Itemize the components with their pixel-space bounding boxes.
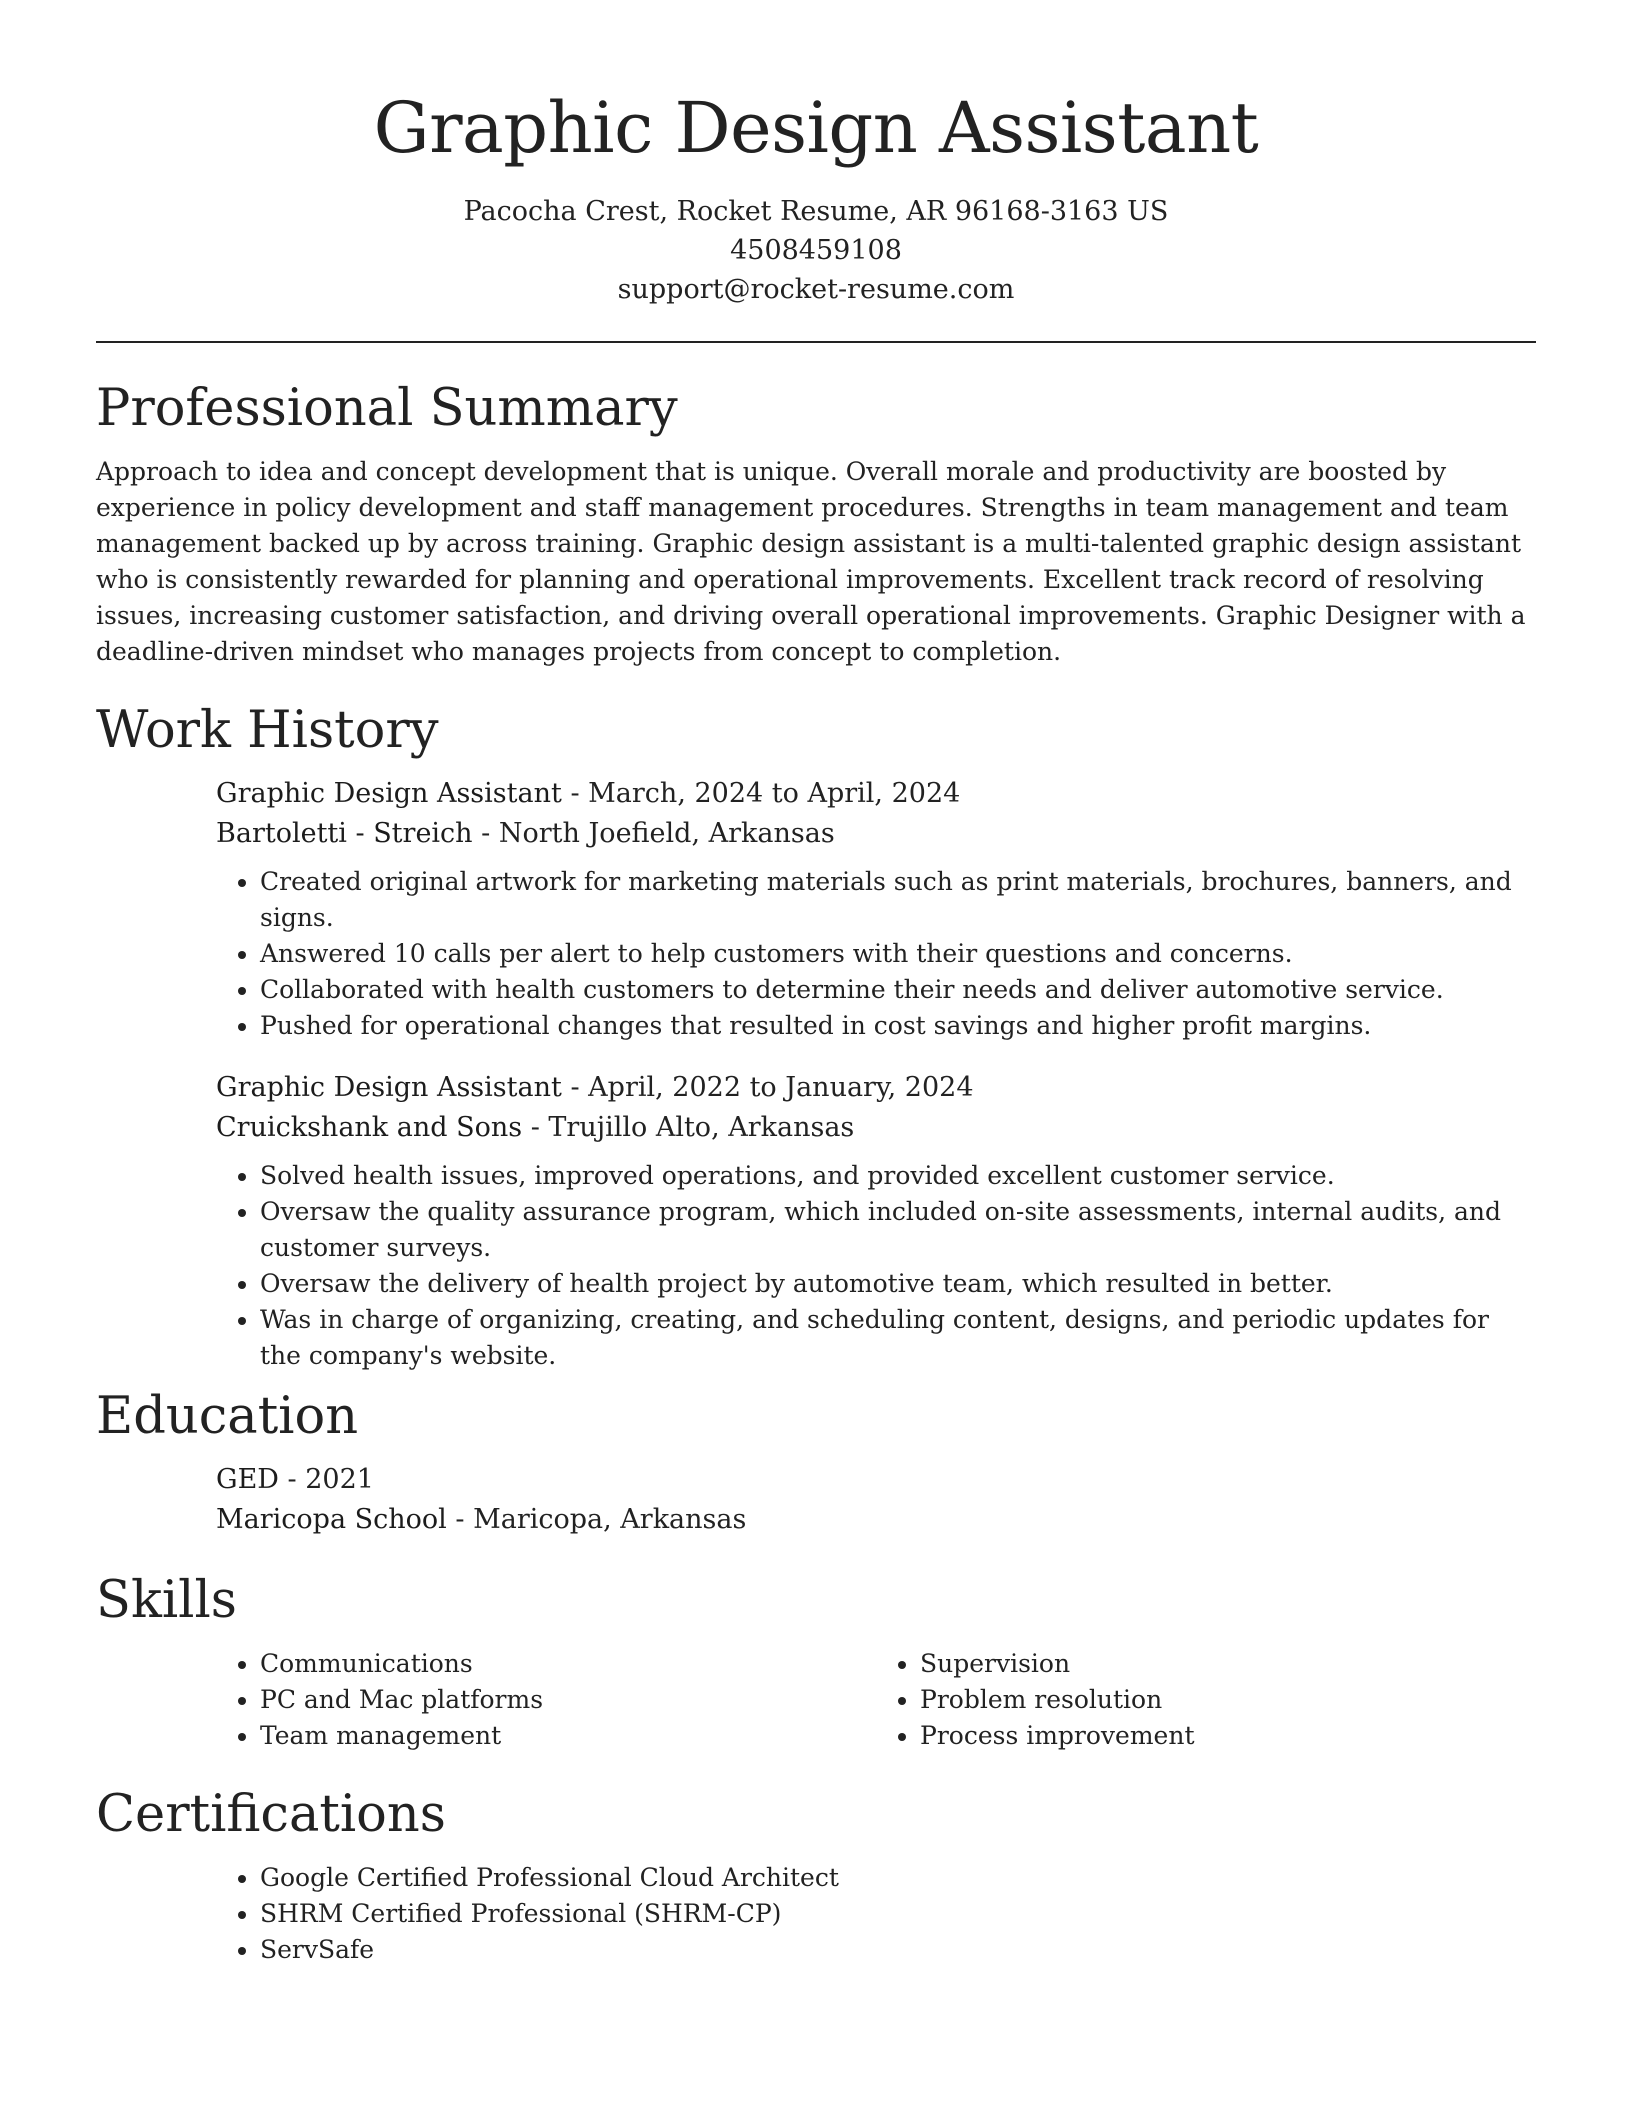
list-item: • Collaborated with health customers to determine their needs and deliver automotive service. [260, 972, 1536, 1008]
contact-address: Pacocha Crest, Rocket Resume, AR 96168-3163 US [463, 196, 1169, 227]
certifications-heading: Certifications [96, 1785, 446, 1844]
list-item: • SHRM Certified Professional (SHRM-CP) [260, 1896, 1536, 1932]
skills-section [96, 1568, 1536, 1754]
list-item: • Answered 10 calls per alert to help customers with their questions and concerns. [260, 936, 1536, 972]
list-item: • Communications [260, 1646, 876, 1682]
list-item: • PC and Mac platforms [260, 1682, 876, 1718]
list-item: • Supervision [920, 1646, 1536, 1682]
job-dates: March, 2024 to April, 2024 [588, 778, 961, 809]
job-entry [216, 774, 1536, 1044]
list-item: • Problem resolution [920, 1682, 1536, 1718]
school-name: Maricopa School [216, 1504, 447, 1535]
job-entry [216, 1068, 1536, 1374]
certifications-section [96, 1782, 1536, 1968]
job-dates: April, 2022 to January, 2024 [588, 1072, 974, 1103]
skills-list-right [876, 1646, 1536, 1754]
certifications-body [216, 1860, 1536, 1968]
job-title: Graphic Design Assistant [216, 1072, 562, 1103]
contact-phone: 4508459108 [730, 235, 902, 266]
job-company-line: Cruickshank and Sons - Trujillo Alto, Arkansas [216, 1112, 855, 1143]
list-item: • ServSafe [260, 1932, 1536, 1968]
list-item: • Created original artwork for marketing materials such as print materials, brochures, banners, and signs. [260, 864, 1536, 936]
school-line: Maricopa School - Maricopa, Arkansas [216, 1504, 747, 1535]
job-title-line: Graphic Design Assistant - April, 2022 to January, 2024 [216, 1072, 974, 1103]
list-item: • Solved health issues, improved operations, and provided excellent customer service. [260, 1158, 1536, 1194]
contact-email: support@rocket-resume.com [617, 274, 1015, 305]
school-location: Maricopa, Arkansas [473, 1504, 747, 1535]
resume-header [96, 78, 1536, 309]
list-item: • Was in charge of organizing, creating, and scheduling content, designs, and periodic updates for the company's website. [260, 1302, 1536, 1374]
education-section [96, 1384, 1536, 1540]
degree-line: GED - 2021 [216, 1464, 374, 1495]
summary-section [96, 376, 1536, 670]
education-heading: Education [96, 1387, 359, 1446]
job-company-line: Bartoletti - Streich - North Joefield, Arkansas [216, 818, 835, 849]
list-item: • Team management [260, 1718, 876, 1754]
job-company: Cruickshank and Sons [216, 1112, 523, 1143]
job-bullets [216, 1158, 1536, 1374]
skills-heading: Skills [96, 1571, 237, 1630]
skills-list-left [216, 1646, 876, 1754]
job-bullets [216, 864, 1536, 1044]
list-item: • Oversaw the quality assurance program, which included on-site assessments, internal audits, and customer surveys. [260, 1194, 1536, 1266]
job-company: Bartoletti - Streich [216, 818, 473, 849]
list-item: • Process improvement [920, 1718, 1536, 1754]
work-history-section [96, 698, 1536, 1374]
list-item: • Oversaw the delivery of health project by automotive team, which resulted in better. [260, 1266, 1536, 1302]
list-item: • Pushed for operational changes that resulted in cost savings and higher profit margins. [260, 1008, 1536, 1044]
job-location: North Joefield, Arkansas [498, 818, 835, 849]
education-entry [216, 1460, 1536, 1540]
list-item: • Google Certified Professional Cloud Architect [260, 1860, 1536, 1896]
summary-heading: Professional Summary [96, 379, 678, 438]
header-divider [96, 341, 1536, 343]
job-title-line: Graphic Design Assistant - March, 2024 to April, 2024 [216, 778, 961, 809]
skills-columns [216, 1646, 1536, 1754]
job-title: Graphic Design Assistant [216, 778, 562, 809]
work-history-heading: Work History [96, 701, 439, 760]
job-location: Trujillo Alto, Arkansas [548, 1112, 855, 1143]
candidate-name: Graphic Design Assistant [373, 87, 1259, 169]
summary-text: Approach to idea and concept development that is unique. Overall morale and productivity are boosted by experience in policy development and staff management procedures. Strengths in team management and team management backed up by across training. Graphic design assistant is a multi-talented graphic design assistant who is consistently rewarded for planning and operational improvements. Excellent track record of resolving issues, increasing customer satisfaction, and driving overall operational improvements. Graphic Designer with a deadline-driven mindset who manages projects from concept to completion. [96, 457, 1526, 666]
contact-info [96, 192, 1536, 309]
certifications-list [216, 1860, 1536, 1968]
graduation-year: 2021 [305, 1464, 374, 1495]
degree: GED [216, 1464, 279, 1495]
